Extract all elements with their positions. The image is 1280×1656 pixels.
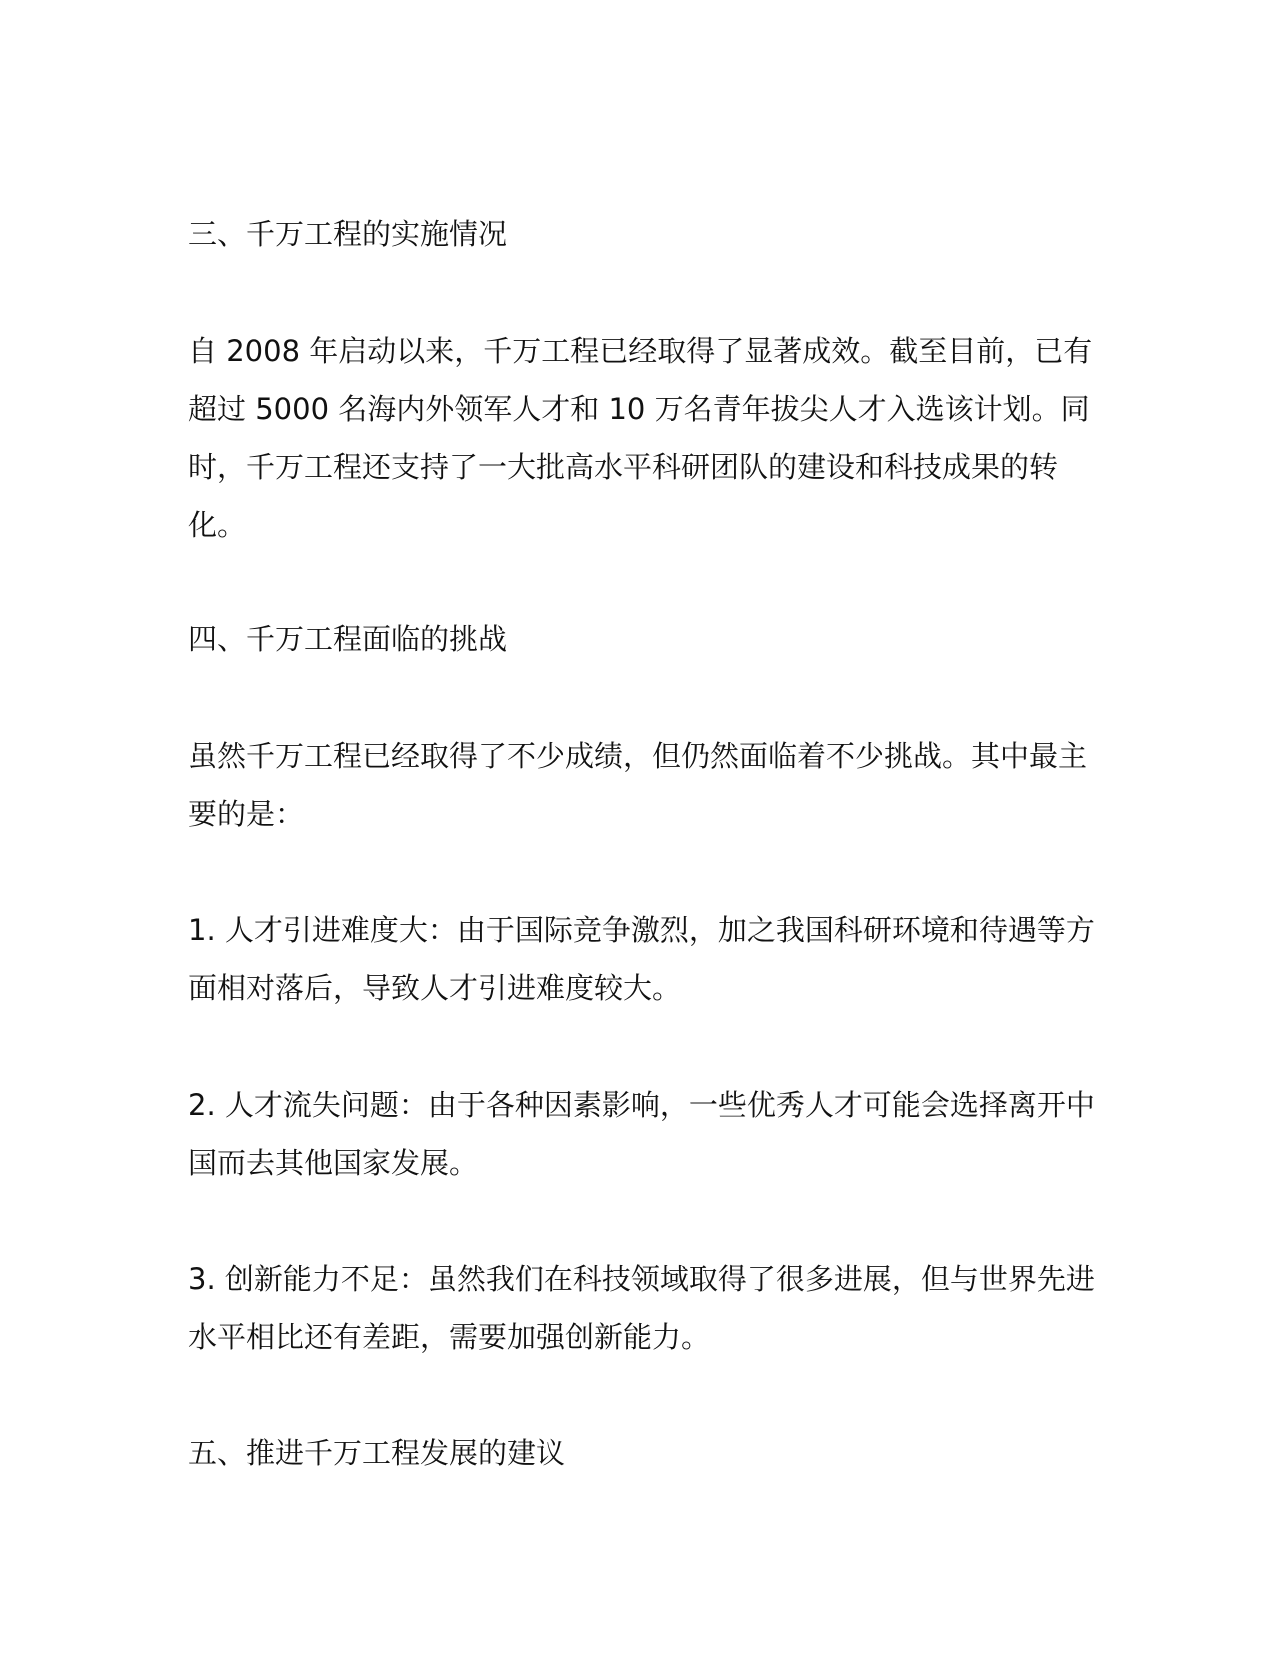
section-heading-suggestions: 五、推进千万工程发展的建议 <box>188 1436 566 1470</box>
document-page <box>188 0 1098 1656</box>
section-heading-implementation: 三、千万工程的实施情况 <box>188 217 508 251</box>
list-item-talent-introduction: 1. 人才引进难度大：由于国际竞争激烈，加之我国科研环境和待遇等方面相对落后，导致人才引进难度较大。 <box>188 913 1095 1005</box>
paragraph-implementation: 自 2008 年启动以来，千万工程已经取得了显著成效。截至目前，已有超过 5000 名海内外领军人才和 10 万名青年拔尖人才入选该计划。同时，千万工程还支持了一大批高水平科研团队的建设和科技成果的转化。 <box>188 334 1093 542</box>
list-item-innovation: 3. 创新能力不足：虽然我们在科技领域取得了很多进展，但与世界先进水平相比还有差距，需要加强创新能力。 <box>188 1262 1095 1354</box>
list-item-talent-loss: 2. 人才流失问题：由于各种因素影响，一些优秀人才可能会选择离开中国而去其他国家发展。 <box>188 1088 1095 1180</box>
paragraph-challenges-intro: 虽然千万工程已经取得了不少成绩，但仍然面临着不少挑战。其中最主要的是： <box>188 739 1088 831</box>
section-heading-challenges: 四、千万工程面临的挑战 <box>188 622 508 656</box>
